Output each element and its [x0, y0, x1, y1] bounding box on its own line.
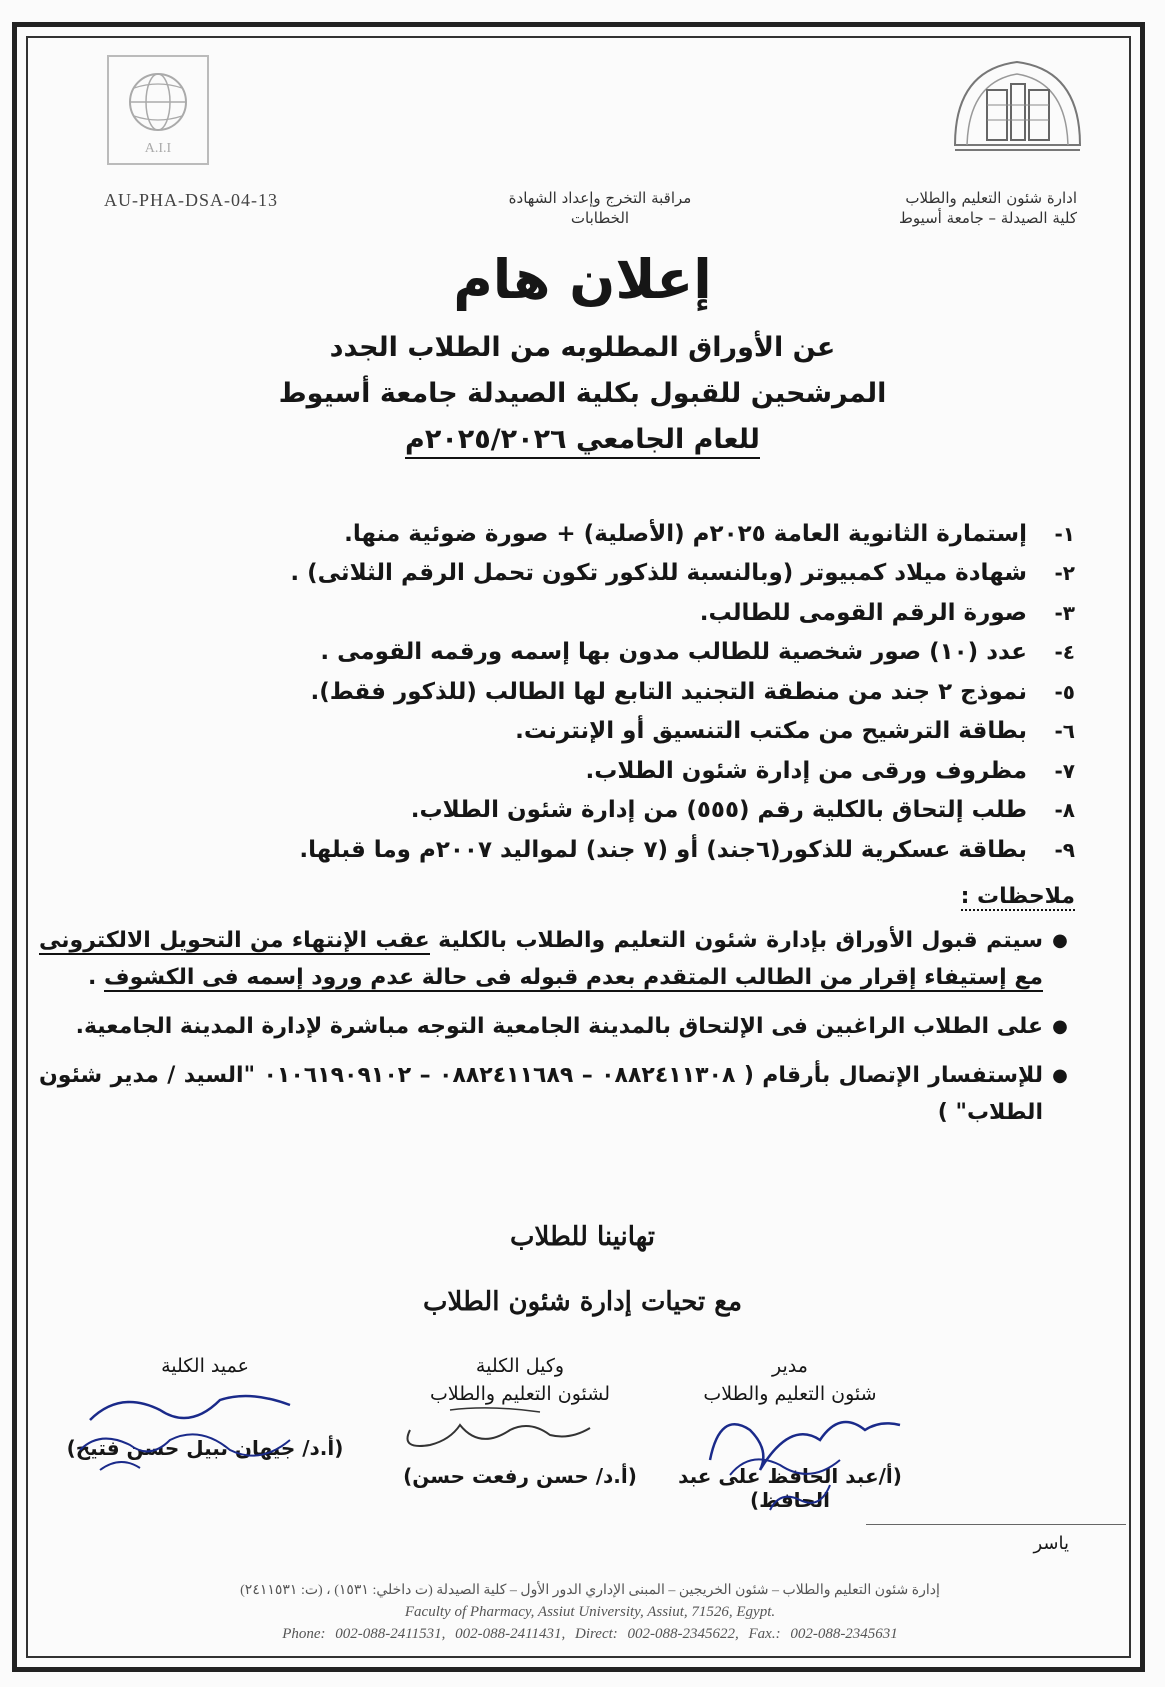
- dean-signature-icon: [60, 1380, 310, 1480]
- clerk-name: ياسر: [1033, 1533, 1069, 1554]
- list-item: ٤- عدد (١٠) صور شخصية للطالب مدون بها إسمه ورقمه القومى .: [320, 639, 1075, 666]
- list-item: ٩- بطاقة عسكرية للذكور(٦جند) أو (٧ جند) لمواليد ٢٠٠٧م وما قبلها.: [299, 836, 1075, 863]
- footer-address-english: Faculty of Pharmacy, Assiut University, Assiut, 71526, Egypt.: [404, 1604, 776, 1620]
- bullet-icon: ●: [1052, 930, 1068, 951]
- greeting-text: مع تحيات إدارة شئون الطلاب: [422, 1287, 743, 1317]
- underlined-condition: عقب الإنتهاء من التحويل الالكترونى مع إستيفاء إقرار من الطالب المتقدم بعدم قبوله فى حالة عدم ورود إسمه فى الكشوف: [39, 928, 1043, 990]
- list-item: ٦- بطاقة الترشيح من مكتب التنسيق أو الإنترنت.: [515, 718, 1075, 745]
- clerk-divider: [866, 1524, 1126, 1525]
- list-item: ٣- صورة الرقم القومى للطالب.: [699, 599, 1075, 626]
- footer-address-arabic: إدارة شئون التعليم والطلاب – شئون الخريجين – المبنى الإداري الدور الأول – كلية الصيدلة (ت داخلي: ١٥٣١) ، (ت: ٢٤١١٥٣١): [240, 1583, 940, 1598]
- notes-heading: ملاحظات :: [960, 884, 1075, 909]
- list-item: ٢- شهادة ميلاد كمبيوتر (وبالنسبة للذكور تكون تحمل الرقم الثلاثى) .: [290, 560, 1075, 587]
- university-emblem-icon: [945, 50, 1090, 160]
- header-right-line2: كلية الصيدلة – جامعة أسيوط: [898, 209, 1077, 227]
- signature-block-director: مدير شئون التعليم والطلاب (أ/عبد الحافظ على عبد الحافظ): [678, 1355, 902, 1512]
- subtitle-line1: عن الأوراق المطلوبه من الطلاب الجدد: [329, 332, 836, 363]
- header-center-block: [470, 188, 730, 228]
- bullet-icon: ●: [1052, 1065, 1068, 1086]
- congratulations-text: تهانينا للطلاب: [510, 1222, 655, 1252]
- note-item: ● للإستفسار الإتصال بأرقام ( ٠٨٨٢٤١١٣٠٨ – ٠٨٨٢٤١١٦٨٩ – ٠١٠٦١٩٠٩١٠٢ "السيد / مدير شئون الطلاب" ): [37, 1057, 1077, 1131]
- certification-logo-text: A.I.I: [144, 141, 172, 156]
- notes-list: [37, 922, 1077, 1143]
- announcement-title: إعلان هام: [453, 248, 712, 311]
- director-signature-icon: [690, 1390, 920, 1520]
- list-item: ٨- طلب إلتحاق بالكلية رقم (٥٥٥) من إدارة شئون الطلاب.: [410, 797, 1075, 824]
- list-item: ١- إستمارة الثانوية العامة ٢٠٢٥م (الأصلية) + صورة ضوئية منها.: [344, 520, 1075, 547]
- required-documents-list: [95, 514, 1075, 870]
- subtitle-line2: المرشحين للقبول بكلية الصيدلة جامعة أسيوط: [278, 378, 887, 409]
- vice-dean-signature-icon: [390, 1400, 610, 1460]
- certification-logo-icon: [104, 52, 214, 172]
- note-item: ● على الطلاب الراغبين فى الإلتحاق بالمدينة الجامعية التوجه مباشرة لإدارة المدينة الجامعية.: [37, 1008, 1077, 1045]
- academic-year: للعام الجامعي ٢٠٢٥/٢٠٢٦م: [405, 424, 760, 459]
- note-item: ● سيتم قبول الأوراق بإدارة شئون التعليم والطلاب بالكلية عقب الإنتهاء من التحويل الالكترونى مع إستيفاء إقرار من الطالب المتقدم بعدم قبوله فى حالة عدم ورود إسمه فى الكشوف .: [37, 922, 1077, 996]
- header-center-line2: الخطابات: [570, 209, 630, 227]
- header-right-line1: ادارة شئون التعليم والطلاب: [905, 189, 1077, 207]
- subtitle-line3: [0, 424, 1165, 455]
- header-right-block: [899, 188, 1077, 228]
- bullet-icon: ●: [1052, 1016, 1068, 1037]
- signature-block-vice-dean: وكيل الكلية لشئون التعليم والطلاب (أ.د/ حسن رفعت حسن): [403, 1355, 637, 1488]
- signature-block-dean: عميد الكلية (أ.د/ جيهان نبيل حسن فتيح): [66, 1355, 344, 1460]
- header-center-line1: مراقبة التخرج وإعداد الشهادة: [508, 189, 692, 207]
- list-item: ٧- مظروف ورقى من إدارة شئون الطلاب.: [585, 757, 1075, 784]
- document-code: AU-PHA-DSA-04-13: [104, 190, 278, 210]
- footer-contacts: Phone: 002-088-2411531, 002-088-2411431, Direct: 002-088-2345622, Fax.: 002-088-2345631: [282, 1626, 898, 1642]
- list-item: ٥- نموذج ٢ جند من منطقة التجنيد التابع لها الطالب (للذكور فقط).: [310, 678, 1075, 705]
